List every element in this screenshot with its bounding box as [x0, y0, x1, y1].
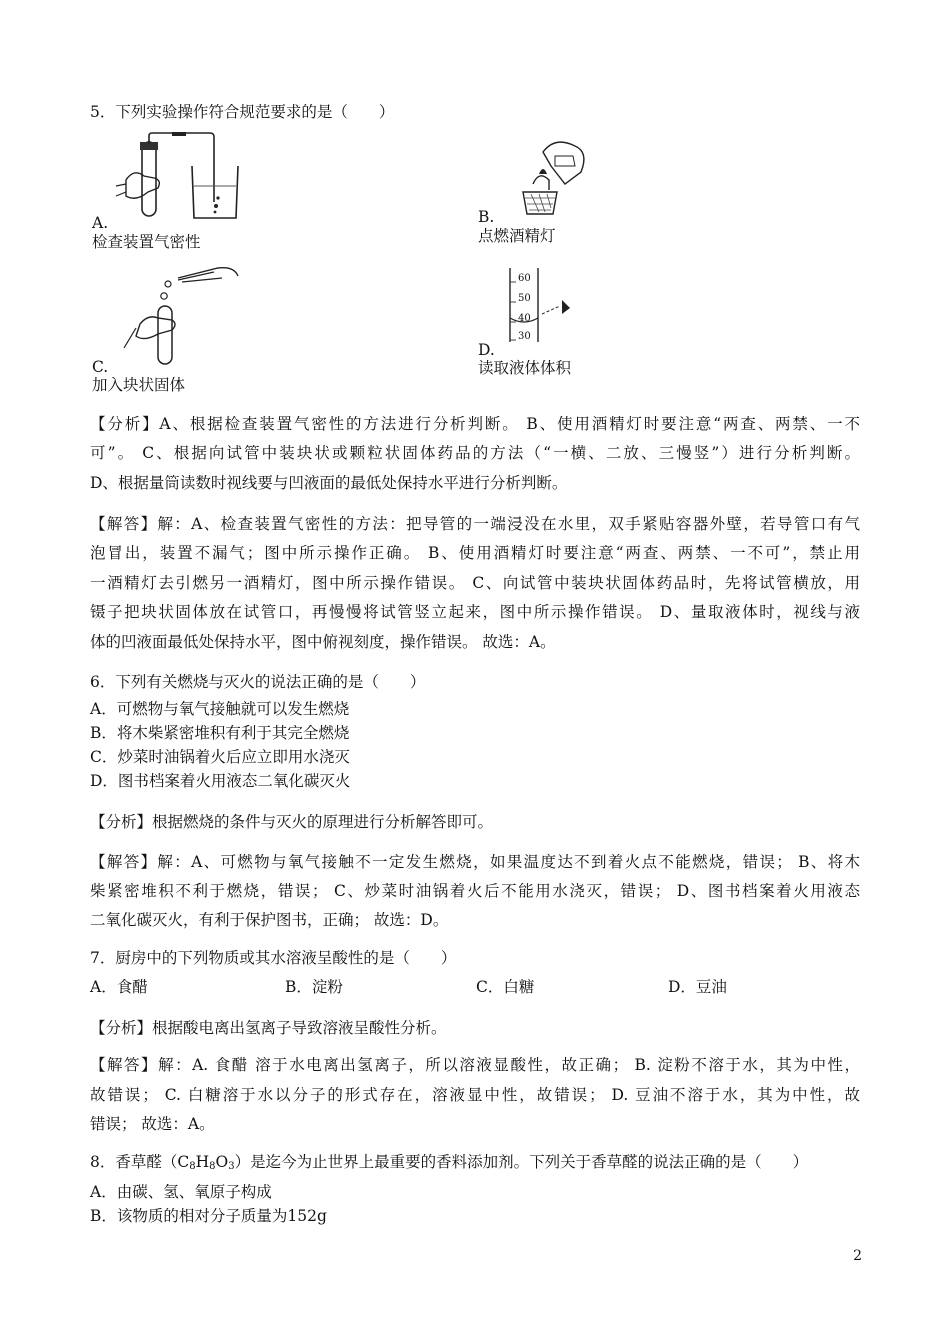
q7-option-a: A．食醋 [90, 978, 148, 996]
option-b-caption: 点燃酒精灯 [478, 227, 556, 245]
q5-analysis-line: D、根据量筒读数时视线要与凹液面的最低处保持水平进行分析判断。 [90, 474, 568, 492]
q7-answer-line: 【解答】解：A. 食醋 溶于水电离出氢离子，所以溶液显酸性，故正确； B. 淀粉不溶于水，其为中性， [90, 1056, 860, 1074]
option-c-caption: 加入块状固体 [92, 376, 186, 394]
figure-b-alcohol-lamps [515, 132, 595, 216]
cylinder-tick-40: 40 [518, 313, 531, 324]
q5-answer-line: 体的凹液面最低处保持水平，图中俯视刻度，操作错误。 故选：A。 [90, 633, 556, 651]
cylinder-tick-60: 60 [518, 273, 531, 284]
q6-option: D．图书档案着火用液态二氧化碳灭火 [90, 772, 351, 790]
q5-stem: 5．下列实验操作符合规范要求的是（ ） [90, 103, 395, 121]
q6-analysis: 【分析】根据燃烧的条件与灭火的原理进行分析解答即可。 [90, 813, 494, 831]
q6-answer-line: 二氧化碳灭火，有利于保护图书，正确； 故选：D。 [90, 911, 449, 929]
q7-stem: 7．厨房中的下列物质或其水溶液呈酸性的是（ ） [90, 949, 457, 967]
q7-analysis: 【分析】根据酸电离出氢离子导致溶液呈酸性分析。 [90, 1019, 447, 1037]
option-b-letter: B. [478, 208, 495, 226]
q6-option: A．可燃物与氧气接触就可以发生燃烧 [90, 700, 350, 718]
q5-answer-line: 镊子把块状固体放在试管口，再慢慢将试管竖立起来，图中所示操作错误。 D、量取液体时，视线与液 [90, 603, 860, 621]
q7-option-b: B．淀粉 [285, 978, 343, 996]
q7-option-c: C．白糖 [476, 978, 535, 996]
option-a-letter: A. [92, 214, 109, 232]
figure-d-graduated-cylinder [502, 268, 582, 342]
q8-stem: 8．香草醛$(C_8H_8O_3)$是迄今为止世界上最重要的香料添加剂。下列关于香草醛的说法正确的是（ ） [90, 1153, 809, 1172]
q5-analysis-line: 【分析】A、根据检查装置气密性的方法进行分析判断。 B、使用酒精灯时要注意“两查、两禁、一不 [90, 415, 860, 433]
q6-answer-line: 【解答】解：A、可燃物与氧气接触不一定发生燃烧，如果温度达不到着火点不能燃烧，错误； B、将木 [90, 853, 860, 871]
q6-answer-line: 柴紧密堆积不利于燃烧，错误； C、炒菜时油锅着火后不能用水浇灭，错误； D、图书档案着火用液态 [90, 882, 860, 900]
option-c-letter: C. [92, 358, 109, 376]
q5-analysis-line: 可”。 C、根据向试管中装块状或颗粒状固体药品的方法（“一横、二放、三慢竖”）进行分析判断。 [90, 444, 860, 462]
q5-answer-line: 【解答】解：A、检查装置气密性的方法：把导管的一端浸没在水里，双手紧贴容器外壁，若导管口有气 [90, 515, 860, 533]
q7-answer-line: 错误； 故选：A。 [90, 1115, 215, 1133]
q6-option: C．炒菜时油锅着火后应立即用水浇灭 [90, 748, 350, 766]
option-d-letter: D. [478, 341, 495, 359]
option-a-caption: 检查装置气密性 [92, 233, 201, 251]
option-d-caption: 读取液体体积 [478, 359, 572, 377]
q7-answer-line: 故错误； C. 白糖溶于水以分子的形式存在，溶液显中性，故错误； D. 豆油不溶于水，其为中性，故 [90, 1086, 860, 1104]
page-number: 2 [853, 1248, 862, 1264]
q6-stem: 6．下列有关燃烧与灭火的说法正确的是（ ） [90, 673, 426, 691]
q5-answer-line: 泡冒出，装置不漏气；图中所示操作正确。 B、使用酒精灯时要注意“两查、两禁、一不可”，禁止用 [90, 544, 860, 562]
figure-c-adding-solid [118, 258, 244, 368]
cylinder-tick-30: 30 [518, 331, 531, 342]
q8-option: A．由碳、氢、氧原子构成 [90, 1183, 272, 1201]
cylinder-tick-50: 50 [518, 293, 531, 304]
q6-option: B．将木柴紧密堆积有利于其完全燃烧 [90, 724, 350, 742]
q7-option-d: D．豆油 [668, 978, 727, 996]
figure-a-airtightness-check [112, 132, 252, 222]
q8-option: B．该物质的相对分子质量为152g [90, 1207, 327, 1225]
q5-answer-line: 一酒精灯去引燃另一酒精灯，图中所示操作错误。 C、向试管中装块状固体药品时，先将试管横放，用 [90, 574, 860, 592]
